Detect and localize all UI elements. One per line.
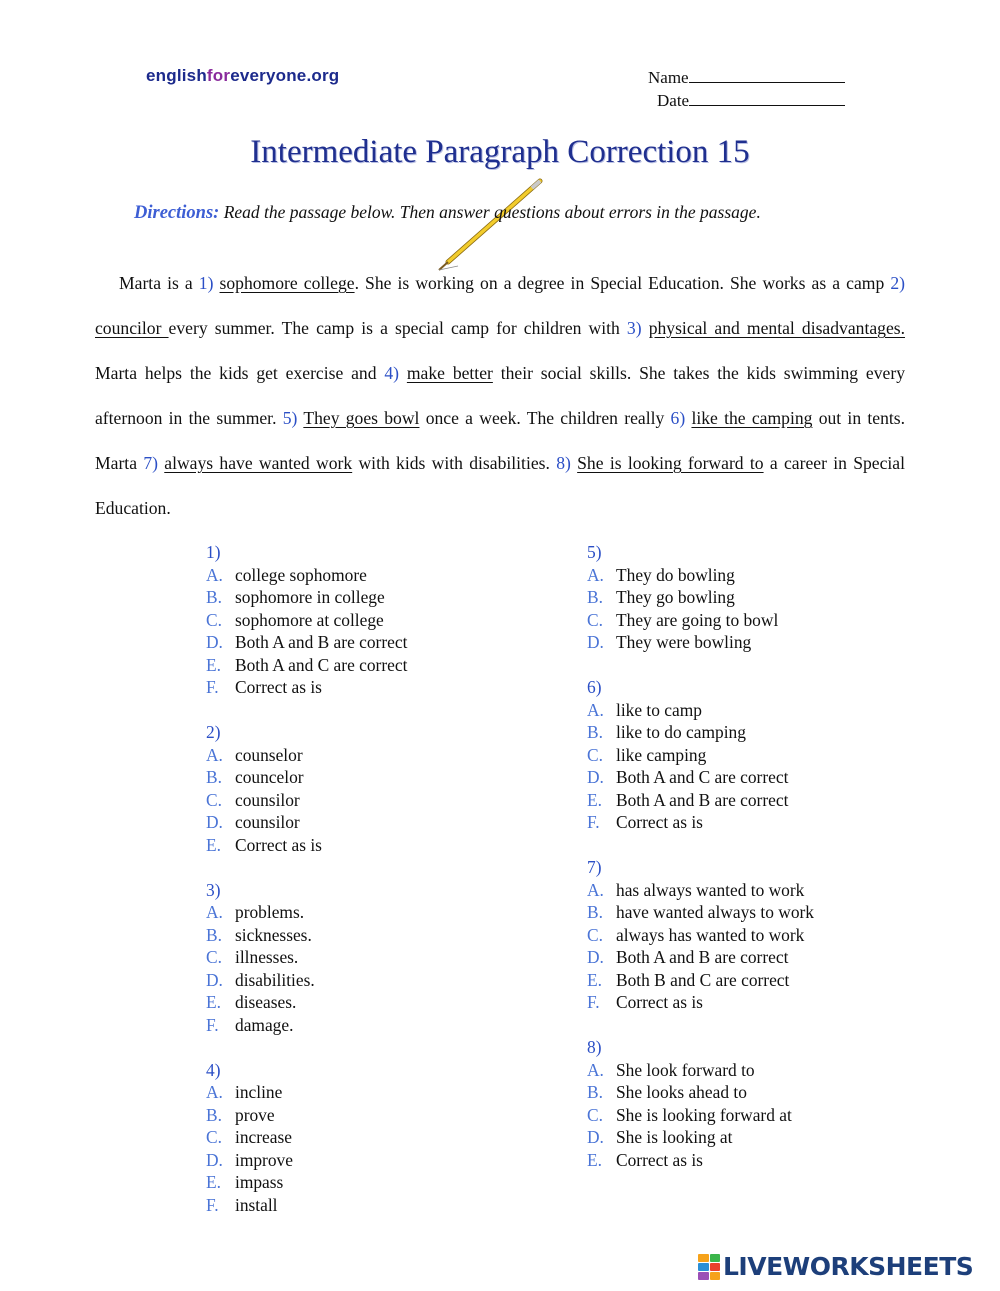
answer-option-text: Both A and B are correct bbox=[235, 632, 408, 652]
answer-option-letter: D. bbox=[587, 767, 604, 787]
answer-option[interactable] bbox=[206, 969, 536, 992]
answer-option[interactable] bbox=[206, 811, 536, 834]
answer-option-letter: E. bbox=[206, 654, 221, 675]
answer-option-letter: C. bbox=[206, 789, 222, 810]
answer-option-text: college sophomore bbox=[235, 564, 367, 585]
passage-error-number: 6) bbox=[670, 408, 686, 428]
answer-option[interactable] bbox=[206, 924, 536, 947]
date-label: Date bbox=[657, 91, 690, 110]
pencil-icon bbox=[436, 178, 546, 273]
name-blank[interactable] bbox=[689, 66, 845, 83]
passage-text: out in tents. Marta bbox=[95, 408, 906, 473]
answer-option-text: councelor bbox=[235, 767, 304, 787]
answer-option-text: Both B and C are correct bbox=[616, 969, 790, 990]
answer-option[interactable] bbox=[587, 766, 917, 789]
passage-error-number: 1) bbox=[198, 273, 214, 293]
answer-option-letter: E. bbox=[587, 969, 602, 990]
answer-option-text: always has wanted to work bbox=[616, 924, 805, 945]
answer-option-text: Both A and C are correct bbox=[235, 654, 408, 675]
answer-option-text: sophomore in college bbox=[235, 587, 385, 607]
answer-option-letter: F. bbox=[587, 992, 600, 1012]
answer-option-letter: C. bbox=[206, 947, 222, 967]
answer-option-letter: A. bbox=[587, 564, 604, 585]
answer-option[interactable] bbox=[206, 1081, 536, 1104]
date-blank[interactable] bbox=[689, 89, 845, 106]
answer-option[interactable] bbox=[587, 1104, 917, 1127]
answer-option-letter: D. bbox=[587, 947, 604, 967]
answer-option-text: damage. bbox=[235, 1014, 294, 1035]
answer-option[interactable] bbox=[587, 879, 917, 902]
passage-underlined-error: physical and mental disadvantages. bbox=[648, 318, 905, 338]
answer-option-text: Correct as is bbox=[616, 992, 703, 1012]
passage-underlined-error: councilor bbox=[95, 318, 169, 338]
question-number: 3) bbox=[206, 879, 221, 900]
answer-option-letter: A. bbox=[587, 1059, 604, 1080]
questions-left-column bbox=[206, 541, 536, 1216]
question-number: 7) bbox=[587, 857, 602, 877]
answer-option-letter: B. bbox=[206, 767, 222, 787]
question-number: 1) bbox=[206, 542, 221, 562]
question-block bbox=[206, 1059, 536, 1217]
answer-option-text: problems. bbox=[235, 902, 305, 922]
answer-option-text: They were bowling bbox=[616, 632, 752, 652]
name-line bbox=[648, 66, 845, 89]
answer-option-letter: F. bbox=[587, 812, 600, 832]
answer-option-letter: E. bbox=[206, 1172, 221, 1192]
answer-option-letter: B. bbox=[587, 722, 603, 742]
answer-option-text: Correct as is bbox=[235, 834, 322, 855]
answer-option[interactable] bbox=[206, 1014, 536, 1037]
answer-option-letter: B. bbox=[587, 1082, 603, 1102]
answer-option-letter: E. bbox=[587, 789, 602, 810]
question-block bbox=[587, 676, 917, 834]
answer-option-text: counsilor bbox=[235, 789, 300, 810]
question-block bbox=[206, 721, 536, 856]
answer-option-text: prove bbox=[235, 1104, 275, 1125]
site-logo-part-english: english bbox=[146, 66, 207, 85]
passage-text: once a week. The children really bbox=[419, 408, 671, 428]
answer-option-letter: B. bbox=[206, 587, 222, 607]
answer-option[interactable] bbox=[206, 901, 536, 924]
answer-option-letter: B. bbox=[587, 587, 603, 607]
passage-error-number: 3) bbox=[626, 318, 642, 338]
answer-option[interactable] bbox=[206, 744, 536, 767]
answer-option-letter: A. bbox=[206, 902, 223, 922]
answer-option[interactable] bbox=[206, 631, 536, 654]
answer-option[interactable] bbox=[587, 969, 917, 992]
passage-text bbox=[399, 363, 407, 383]
answer-option-letter: B. bbox=[206, 924, 222, 945]
answer-option-text: She is looking forward at bbox=[616, 1104, 792, 1125]
answer-option-letter: D. bbox=[587, 632, 604, 652]
answer-option-letter: D. bbox=[206, 632, 223, 652]
page-title: Intermediate Paragraph Correction 15 bbox=[250, 134, 750, 170]
answer-option[interactable] bbox=[206, 609, 536, 632]
answer-option[interactable] bbox=[587, 1149, 917, 1172]
answer-option-text: Both A and B are correct bbox=[616, 947, 789, 967]
question-block bbox=[587, 1036, 917, 1171]
answer-option[interactable] bbox=[587, 564, 917, 587]
answer-option-letter: B. bbox=[206, 1104, 222, 1125]
answer-option-letter: C. bbox=[587, 744, 603, 765]
answer-option-text: like to camp bbox=[616, 699, 702, 720]
answer-option[interactable] bbox=[206, 1104, 536, 1127]
answer-option-text: like to do camping bbox=[616, 722, 746, 742]
answer-option-text: incline bbox=[235, 1082, 283, 1102]
answer-option-letter: A. bbox=[206, 1082, 223, 1102]
passage bbox=[95, 261, 905, 531]
passage-underlined-error: sophomore college bbox=[219, 273, 355, 293]
passage-underlined-error: make better bbox=[406, 363, 493, 383]
answer-option-letter: A. bbox=[206, 744, 223, 765]
passage-error-number: 2) bbox=[890, 273, 905, 293]
answer-option-text: disabilities. bbox=[235, 969, 315, 990]
answer-option-text: impass bbox=[235, 1172, 284, 1192]
answer-option[interactable] bbox=[587, 721, 917, 744]
answer-option[interactable] bbox=[587, 811, 917, 834]
answer-option-text: diseases. bbox=[235, 992, 297, 1012]
answer-option[interactable] bbox=[206, 1171, 536, 1194]
passage-text: every summer. The camp is a special camp for children with bbox=[168, 318, 627, 338]
passage-text: Marta helps the kids get exercise and bbox=[95, 363, 385, 383]
answer-option[interactable] bbox=[206, 1194, 536, 1217]
answer-option-letter: A. bbox=[587, 699, 604, 720]
passage-text: with kids with disabilities. bbox=[352, 453, 557, 473]
answer-option-text: install bbox=[235, 1194, 278, 1215]
passage-error-number: 7) bbox=[143, 453, 158, 473]
answer-option-text: counsilor bbox=[235, 812, 300, 832]
answer-option-letter: C. bbox=[587, 609, 603, 630]
answer-option[interactable] bbox=[587, 1126, 917, 1149]
answer-option-letter: E. bbox=[587, 1149, 602, 1170]
answer-option-text: have wanted always to work bbox=[616, 902, 814, 922]
liveworksheets-wordmark: LIVEWORKSHEETS bbox=[723, 1252, 974, 1281]
site-logo bbox=[146, 66, 339, 86]
answer-option[interactable] bbox=[587, 924, 917, 947]
answer-option[interactable] bbox=[206, 654, 536, 677]
directions bbox=[134, 202, 761, 224]
answer-option[interactable] bbox=[206, 586, 536, 609]
answer-option[interactable] bbox=[206, 789, 536, 812]
answer-option-letter: D. bbox=[206, 812, 223, 832]
answer-option-text: illnesses. bbox=[235, 947, 299, 967]
answer-option-letter: E. bbox=[206, 834, 221, 855]
passage-underlined-error: They goes bowl bbox=[303, 408, 420, 428]
passage-text: their social skills. She takes the kids swimming every afternoon in the summer. bbox=[95, 363, 905, 428]
answer-option[interactable] bbox=[587, 699, 917, 722]
passage-error-number: 4) bbox=[384, 363, 400, 383]
answer-option-letter: A. bbox=[206, 564, 223, 585]
answer-option[interactable] bbox=[587, 901, 917, 924]
answer-option[interactable] bbox=[587, 789, 917, 812]
answer-option[interactable] bbox=[587, 744, 917, 767]
name-label: Name bbox=[648, 68, 689, 87]
answer-option[interactable] bbox=[587, 1059, 917, 1082]
answer-option-text: counselor bbox=[235, 744, 303, 765]
question-number: 8) bbox=[587, 1037, 602, 1057]
name-date-block bbox=[648, 66, 845, 112]
question-number: 5) bbox=[587, 542, 602, 562]
liveworksheets-brand bbox=[698, 1252, 973, 1281]
passage-underlined-error: always have wanted work bbox=[164, 453, 353, 473]
question-number: 2) bbox=[206, 722, 221, 742]
question-block bbox=[587, 541, 917, 654]
question-number: 4) bbox=[206, 1059, 221, 1080]
answer-option-letter: A. bbox=[587, 879, 604, 900]
questions-right-column bbox=[587, 541, 917, 1171]
answer-option-text: They are going to bowl bbox=[616, 609, 779, 630]
answer-option-letter: E. bbox=[206, 992, 221, 1012]
answer-option-text: Both A and C are correct bbox=[616, 767, 789, 787]
answer-option[interactable] bbox=[587, 991, 917, 1014]
answer-option-letter: F. bbox=[206, 677, 219, 697]
answer-option-letter: B. bbox=[587, 902, 603, 922]
answer-option-letter: C. bbox=[587, 1104, 603, 1125]
answer-option-letter: D. bbox=[206, 969, 223, 990]
answer-option-letter: D. bbox=[587, 1127, 604, 1147]
answer-option-text: Both A and B are correct bbox=[616, 789, 789, 810]
answer-option-text: sophomore at college bbox=[235, 609, 384, 630]
answer-option-letter: C. bbox=[206, 1127, 222, 1147]
answer-option-text: She is looking at bbox=[616, 1127, 733, 1147]
answer-option-text: Correct as is bbox=[616, 1149, 703, 1170]
answer-option-text: like camping bbox=[616, 744, 707, 765]
site-logo-part-everyone: everyone.org bbox=[230, 66, 340, 85]
passage-underlined-error: like the camping bbox=[691, 408, 813, 428]
answer-option-letter: F. bbox=[206, 1014, 219, 1035]
answer-option-text: increase bbox=[235, 1127, 292, 1147]
question-number: 6) bbox=[587, 677, 602, 697]
answer-option-letter: C. bbox=[206, 609, 222, 630]
answer-option[interactable] bbox=[587, 586, 917, 609]
answer-option-text: They do bowling bbox=[616, 564, 735, 585]
answer-option[interactable] bbox=[206, 834, 536, 857]
question-block bbox=[587, 856, 917, 1014]
answer-option[interactable] bbox=[587, 631, 917, 654]
passage-error-number: 5) bbox=[282, 408, 298, 428]
answer-option-text: Correct as is bbox=[616, 812, 703, 832]
date-line bbox=[648, 89, 845, 112]
passage-text: . She is working on a degree in Special Education. She works as a camp bbox=[354, 273, 891, 293]
answer-option[interactable] bbox=[587, 1081, 917, 1104]
answer-option[interactable] bbox=[206, 946, 536, 969]
answer-option-text: They go bowling bbox=[616, 587, 735, 607]
answer-option[interactable] bbox=[206, 564, 536, 587]
answer-option[interactable] bbox=[206, 676, 536, 699]
answer-option-text: She look forward to bbox=[616, 1059, 755, 1080]
passage-text: a career in Special Education. bbox=[95, 453, 905, 518]
answer-option[interactable] bbox=[206, 1126, 536, 1149]
passage-underlined-error: She is looking forward to bbox=[577, 453, 764, 473]
answer-option-text: She looks ahead to bbox=[616, 1082, 747, 1102]
answer-option[interactable] bbox=[206, 1149, 536, 1172]
answer-option-text: Correct as is bbox=[235, 677, 322, 697]
answer-option-letter: F. bbox=[206, 1194, 219, 1215]
answer-option[interactable] bbox=[587, 609, 917, 632]
answer-option-letter: C. bbox=[587, 924, 603, 945]
answer-option[interactable] bbox=[206, 991, 536, 1014]
answer-option-letter: D. bbox=[206, 1149, 223, 1170]
answer-option-text: sicknesses. bbox=[235, 924, 312, 945]
directions-text: Read the passage below. Then answer questions about errors in the passage. bbox=[219, 202, 761, 222]
directions-label: Directions: bbox=[134, 203, 220, 223]
answer-option-text: improve bbox=[235, 1149, 293, 1170]
site-logo-part-for: for bbox=[206, 66, 231, 85]
answer-option[interactable] bbox=[587, 946, 917, 969]
passage-text: Marta is a bbox=[119, 273, 199, 293]
passage-error-number: 8) bbox=[556, 453, 571, 473]
question-block bbox=[206, 541, 536, 699]
liveworksheets-logo-icon bbox=[698, 1254, 720, 1280]
passage-text bbox=[642, 318, 649, 338]
answer-option[interactable] bbox=[206, 766, 536, 789]
question-block bbox=[206, 879, 536, 1037]
answer-option-text: has always wanted to work bbox=[616, 879, 805, 900]
